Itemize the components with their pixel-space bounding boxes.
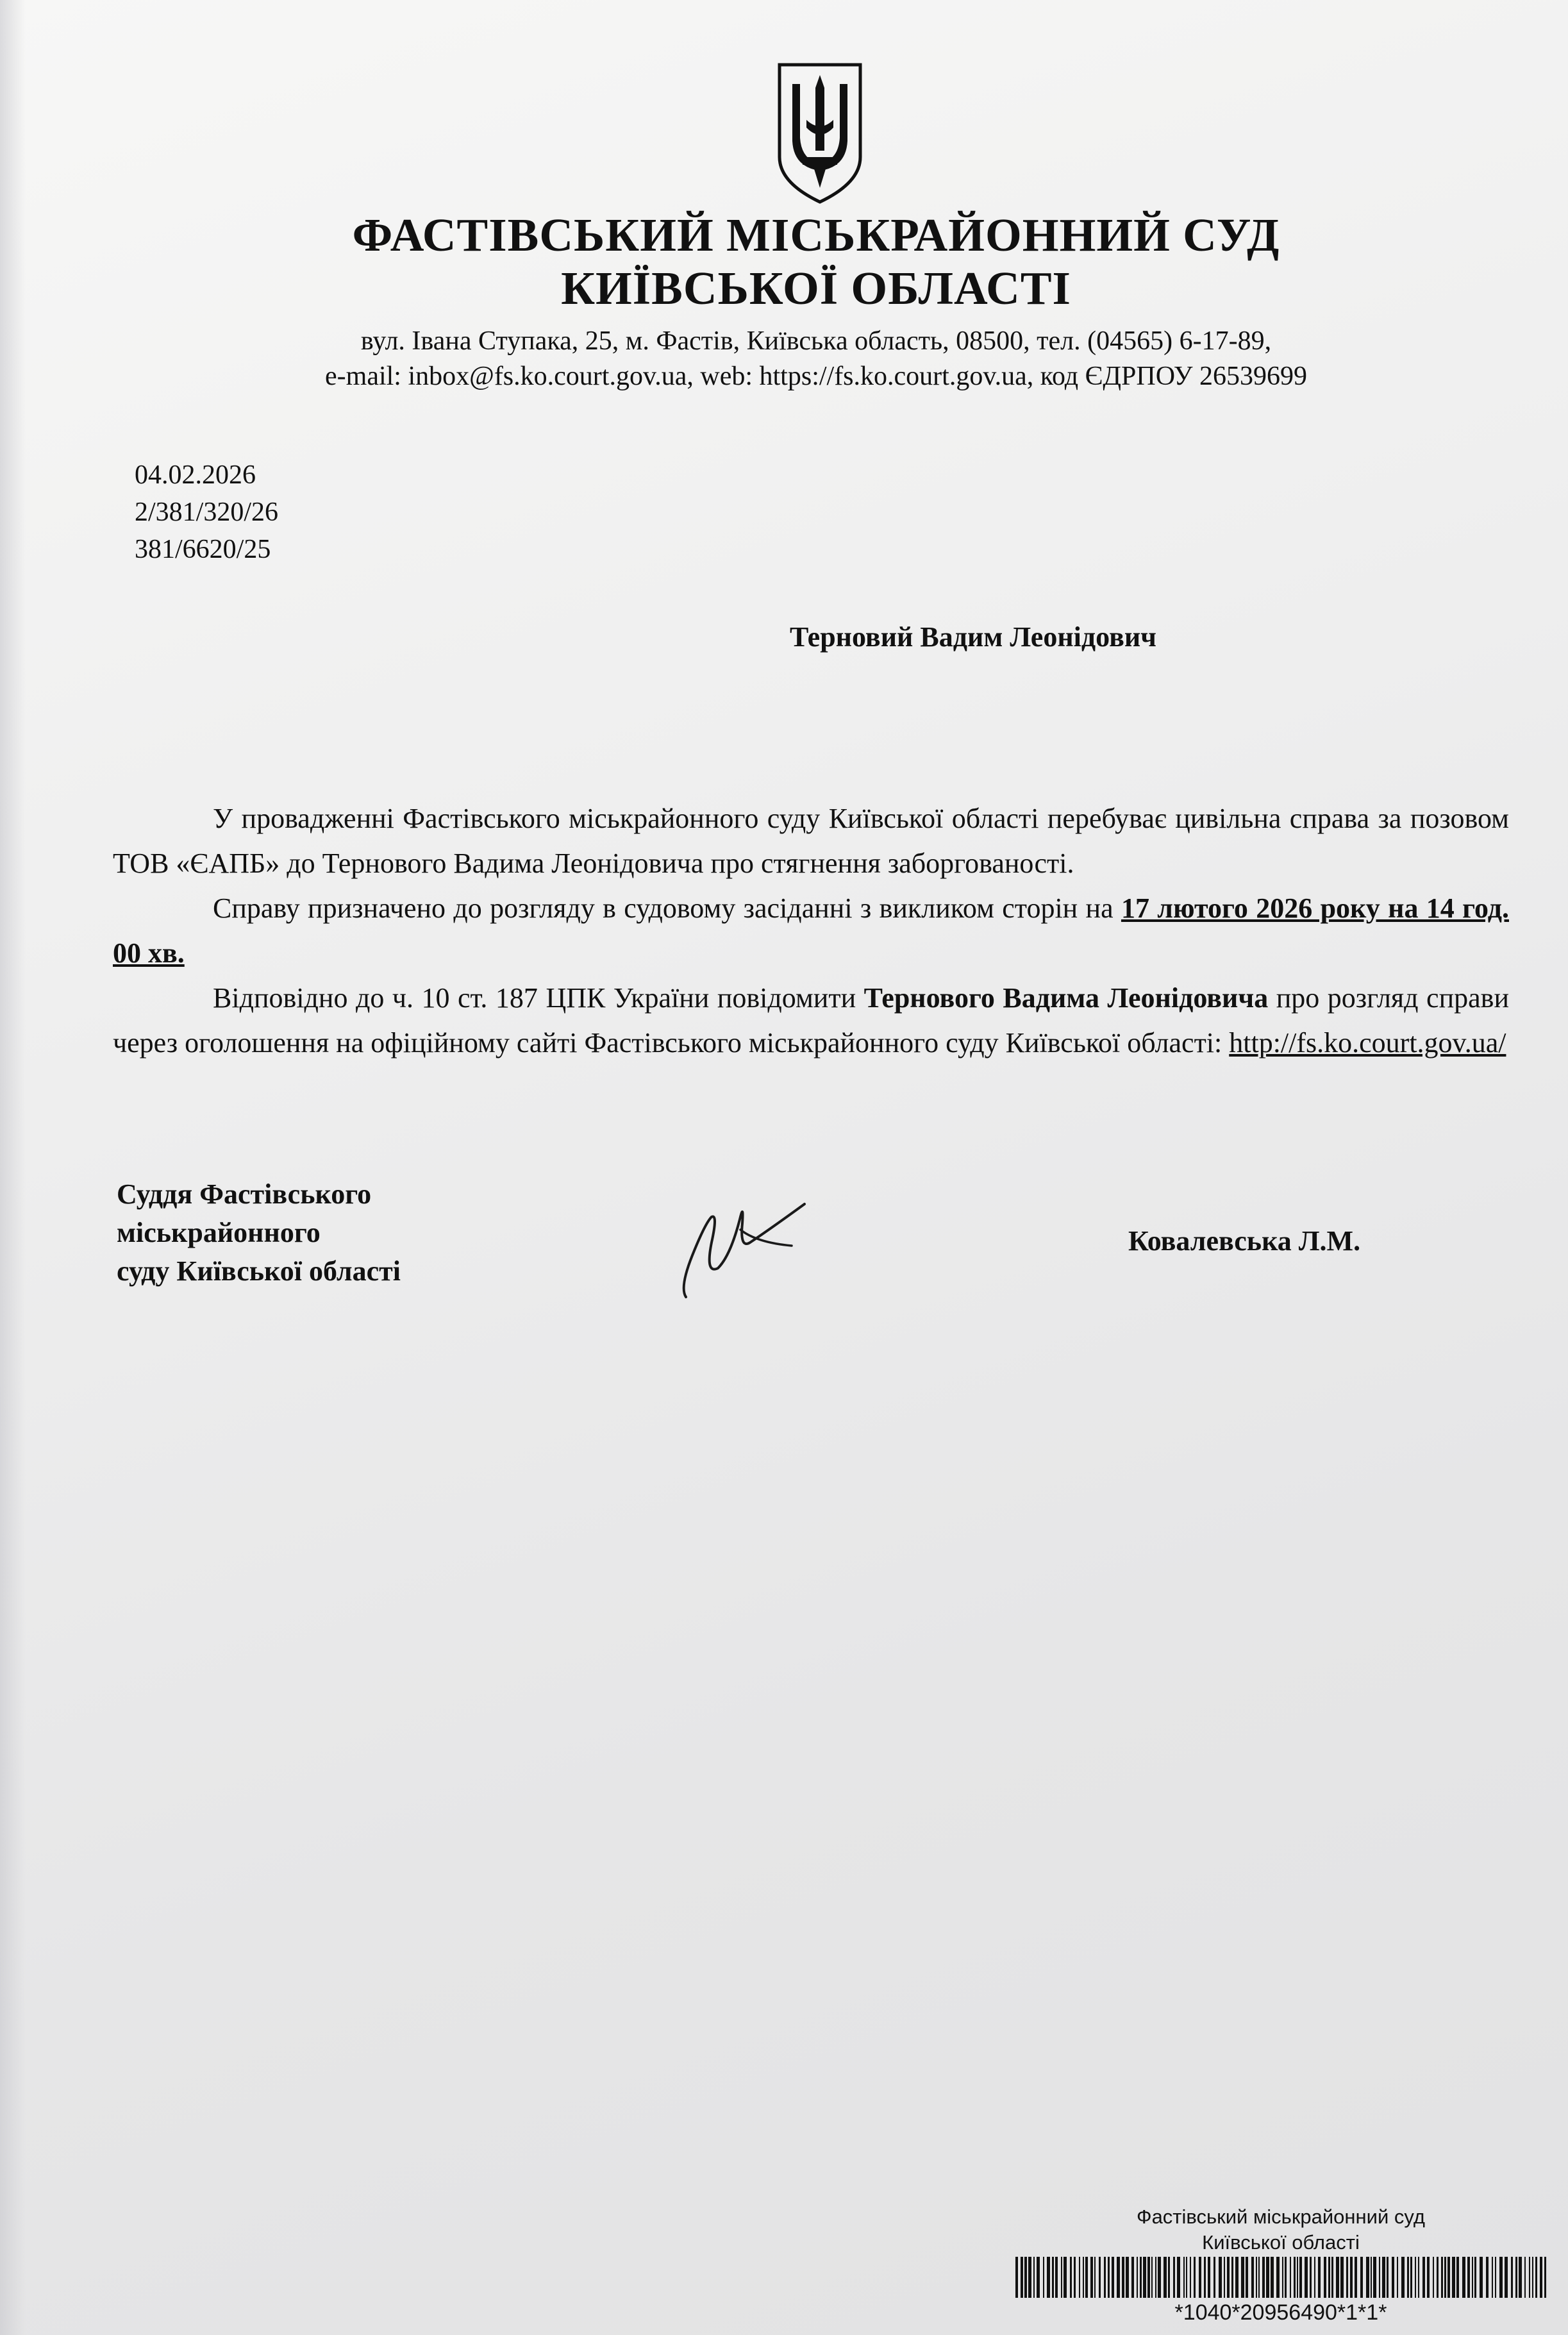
barcode-bar (1079, 2257, 1080, 2298)
barcode-bar (1155, 2257, 1156, 2298)
paragraph-case-info: У провадженні Фастівського міськрайонного суду Київської області перебуває цивільна справа за позовом ТОВ «ЄАПБ» до Тернового Вадима Леонідовича про стягнення заборгованості. (113, 803, 1509, 879)
barcode-bar (1214, 2257, 1215, 2298)
barcode-bar (1143, 2257, 1146, 2298)
judge-title-line3: суду Київської області (117, 1255, 401, 1287)
hearing-datetime: 17 лютого 2026 року на 14 год. 00 хв. (113, 892, 1509, 969)
barcode-bar (1299, 2257, 1302, 2298)
barcode-bar (1183, 2257, 1185, 2298)
barcode-bar (1208, 2257, 1210, 2298)
barcode-bar (1224, 2257, 1225, 2298)
defendant-name: Тернового Вадима Леонідовича (863, 982, 1269, 1014)
barcode-bar (1266, 2257, 1269, 2298)
barcode-bar (1108, 2257, 1110, 2298)
barcode-bar (1472, 2257, 1473, 2298)
barcode-bar (1392, 2257, 1394, 2298)
hearing-intro: Справу призначено до розгляду в судовому засіданні з викликом сторін на (213, 892, 1121, 924)
barcode-bar (1355, 2257, 1357, 2298)
barcode-bar (1437, 2257, 1439, 2298)
barcode-bar (1456, 2257, 1459, 2298)
barcode-bar (1371, 2257, 1372, 2298)
barcode-number: *1040*20956490*1*1* (1174, 2300, 1387, 2325)
barcode-bar (1047, 2257, 1050, 2298)
barcode-bar (1061, 2257, 1062, 2298)
barcode-bar (1422, 2257, 1425, 2298)
barcode-bar (1151, 2257, 1153, 2298)
barcode-bar (1366, 2257, 1369, 2298)
barcode-bar (1168, 2257, 1170, 2298)
barcode-bar (1492, 2257, 1493, 2298)
barcode-bar (1173, 2257, 1175, 2298)
barcode-bar (1290, 2257, 1291, 2298)
barcode-bar (1090, 2257, 1093, 2298)
barcode-bar (1256, 2257, 1257, 2298)
case-number: 381/6620/25 (135, 535, 271, 564)
barcode-bar (1219, 2257, 1222, 2298)
notice-text: про розгляд справи через оголошення на офіційному сайті Фастівського міськрайонного суду Київської області: (113, 982, 1509, 1059)
barcode-bar (1083, 2257, 1084, 2298)
barcode-bar (1112, 2257, 1114, 2298)
barcode-bar (1324, 2257, 1326, 2298)
judge-name: Ковалевська Л.М. (1128, 1225, 1361, 1257)
barcode-bar (1262, 2257, 1265, 2298)
barcode-bar (1387, 2257, 1389, 2298)
barcode-bar (1511, 2257, 1513, 2298)
barcode-bar (1140, 2257, 1142, 2298)
barcode-bar (1499, 2257, 1503, 2298)
registry-stamp (1006, 2204, 1555, 2255)
barcode-bar (1037, 2257, 1040, 2298)
barcode-bar (1379, 2257, 1380, 2298)
barcode-bar (1336, 2257, 1339, 2298)
barcode-bar (1251, 2257, 1254, 2298)
barcode-bar (1535, 2257, 1537, 2298)
barcode-bar (1340, 2257, 1344, 2298)
barcode-bar (1474, 2257, 1476, 2298)
barcode-bar (1444, 2257, 1446, 2298)
barcode-bar (1024, 2257, 1027, 2298)
barcode-bar (1204, 2257, 1206, 2298)
barcode-bar (1241, 2257, 1244, 2298)
barcode-bar (1314, 2257, 1315, 2298)
barcode-bar (1074, 2257, 1076, 2298)
barcode-bar (1427, 2257, 1430, 2298)
barcode-bar (1540, 2257, 1542, 2298)
outgoing-number: 2/381/320/26 (135, 498, 279, 527)
barcode-bar (1126, 2257, 1129, 2298)
barcode-bar (1177, 2257, 1180, 2298)
barcode-bar (1519, 2257, 1522, 2298)
court-name-line1: ФАСТІВСЬКИЙ МІСЬКРАЙОННИЙ СУД (352, 209, 1280, 261)
barcode-bar (1397, 2257, 1398, 2298)
court-website-link[interactable]: http://fs.ko.court.gov.ua/ (1229, 1027, 1506, 1059)
barcode-bar (1137, 2257, 1138, 2298)
paragraph-notice (113, 976, 1509, 1066)
barcode-bar (1433, 2257, 1434, 2298)
barcode-bar (1052, 2257, 1054, 2298)
barcode-bar (1350, 2257, 1353, 2298)
barcode-bar (1099, 2257, 1101, 2298)
judge-title-line1: Суддя Фастівського (117, 1178, 372, 1210)
barcode-bar (1505, 2257, 1508, 2298)
barcode-bar (1285, 2257, 1287, 2298)
barcode-bar (1480, 2257, 1483, 2298)
barcode-bar (1122, 2257, 1124, 2298)
barcode-bar (1033, 2257, 1035, 2298)
barcode-bar (1294, 2257, 1296, 2298)
barcode-bar (1235, 2257, 1239, 2298)
barcode-bar (1452, 2257, 1455, 2298)
barcode-bar (1310, 2257, 1312, 2298)
barcode-bar (1028, 2257, 1031, 2298)
barcode-bar (1199, 2257, 1201, 2298)
barcode-bar (1158, 2257, 1161, 2298)
barcode-bar (1147, 2257, 1150, 2298)
barcode-bar (1462, 2257, 1465, 2298)
document-references (135, 456, 278, 568)
barcode-bar (1117, 2257, 1120, 2298)
barcode-bar (1194, 2257, 1196, 2298)
judge-title-line2: міськрайонного (117, 1217, 321, 1248)
addressee-name: Терновий Вадим Леонідович (790, 621, 1156, 653)
barcode-bar (1227, 2257, 1230, 2298)
barcode-bar (1043, 2257, 1044, 2298)
barcode-bar (1246, 2257, 1248, 2298)
barcode-bar (1318, 2257, 1321, 2298)
barcode-bar (1070, 2257, 1072, 2298)
barcode-bar (1373, 2257, 1376, 2298)
trident-coat-of-arms-icon (774, 61, 865, 205)
judge-title (117, 1175, 401, 1291)
barcode-bar (1544, 2257, 1546, 2298)
barcode-bar (1382, 2257, 1385, 2298)
barcode-bar (1524, 2257, 1526, 2298)
barcode-bar (1186, 2257, 1187, 2298)
barcode-bar (1297, 2257, 1298, 2298)
stamp-line1: Фастівський міськрайонний суд (1137, 2205, 1425, 2228)
barcode-bar (1305, 2257, 1308, 2298)
barcode-bar (1258, 2257, 1260, 2298)
barcode-bar (1401, 2257, 1405, 2298)
barcode-bar (1231, 2257, 1233, 2298)
barcode-bar (1486, 2257, 1489, 2298)
barcode-bar (1085, 2257, 1088, 2298)
barcode-bar (1015, 2257, 1018, 2298)
barcode-bar (1447, 2257, 1450, 2298)
barcode-bar (1190, 2257, 1191, 2298)
barcode-bar (1021, 2257, 1023, 2298)
court-contacts: e-mail: inbox@fs.ko.court.gov.ua, web: https://fs.ko.court.gov.ua, код ЄДРПОУ 26539699 (325, 362, 1307, 391)
barcode-bar (1271, 2257, 1274, 2298)
barcode-bar (1131, 2257, 1134, 2298)
letter-body (113, 796, 1509, 1066)
barcode-bar (1063, 2257, 1067, 2298)
notice-intro: Відповідно до ч. 10 ст. 187 ЦПК України повідомити (213, 982, 864, 1014)
barcode-bar (1532, 2257, 1533, 2298)
court-address: вул. Івана Ступака, 25, м. Фастів, Київська область, 08500, тел. (04565) 6-17-89, (360, 326, 1272, 356)
handwritten-signature-icon (673, 1178, 814, 1307)
barcode-bar (1495, 2257, 1496, 2298)
barcode-bar (1328, 2257, 1330, 2298)
barcode-bar (1331, 2257, 1333, 2298)
barcode-bar (1441, 2257, 1443, 2298)
barcode-icon (1013, 2257, 1551, 2298)
stamp-line2: Київської області (1202, 2231, 1360, 2254)
barcode-bar (1104, 2257, 1106, 2298)
paragraph-hearing (113, 886, 1509, 976)
barcode-bar (1094, 2257, 1096, 2298)
barcode-bar (1529, 2257, 1530, 2298)
barcode-bar (1163, 2257, 1167, 2298)
barcode-bar (1055, 2257, 1058, 2298)
barcode-bar (1418, 2257, 1419, 2298)
barcode-bar (1276, 2257, 1280, 2298)
barcode-bar (1467, 2257, 1470, 2298)
barcode-bar (1360, 2257, 1363, 2298)
barcode-bar (1410, 2257, 1412, 2298)
court-name-line2: КИЇВСЬКОЇ ОБЛАСТІ (561, 262, 1071, 314)
document-date: 04.02.2026 (135, 460, 256, 490)
barcode-bar (1415, 2257, 1416, 2298)
barcode-bar (1407, 2257, 1409, 2298)
barcode-bar (1282, 2257, 1283, 2298)
barcode-bar (1346, 2257, 1348, 2298)
barcode-bar (1515, 2257, 1517, 2298)
